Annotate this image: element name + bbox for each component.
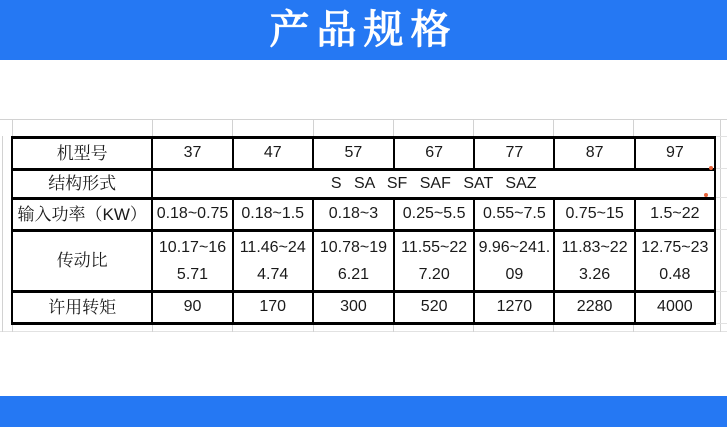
title-banner bbox=[0, 0, 727, 60]
worksheet-gridline bbox=[2, 136, 3, 332]
worksheet-gridline bbox=[720, 119, 721, 332]
worksheet-gridline bbox=[393, 119, 394, 136]
worksheet-gridline bbox=[716, 229, 727, 230]
ratio-value bbox=[554, 231, 634, 292]
worksheet-gridline bbox=[716, 323, 727, 324]
worksheet-gridline bbox=[473, 119, 474, 136]
ratio-line1: 12.75~23 bbox=[641, 239, 709, 256]
ratio-line2: 3.26 bbox=[579, 266, 611, 283]
worksheet-gridline bbox=[0, 331, 727, 332]
ratio-value bbox=[233, 231, 313, 292]
worksheet-gridline bbox=[152, 119, 153, 136]
ratio-line2: 5.71 bbox=[176, 266, 209, 283]
worksheet-gridline bbox=[12, 119, 13, 136]
footer-bar bbox=[0, 396, 727, 427]
torque-value: 90 bbox=[152, 292, 232, 324]
ratio-value bbox=[635, 231, 715, 292]
worksheet-gridline bbox=[553, 119, 554, 136]
torque-value: 1270 bbox=[474, 292, 554, 324]
ratio-line1: 11.55~22 bbox=[401, 239, 468, 256]
worksheet-gridline bbox=[716, 136, 727, 137]
torque-value: 2280 bbox=[554, 292, 634, 324]
model-value: 97 bbox=[635, 138, 715, 170]
worksheet-gridline bbox=[232, 119, 233, 136]
table-row-power bbox=[12, 199, 715, 231]
power-value: 0.25~5.5 bbox=[394, 199, 474, 231]
ratio-value bbox=[152, 231, 232, 292]
power-value: 0.55~7.5 bbox=[474, 199, 554, 231]
ratio-value bbox=[474, 231, 554, 292]
power-value: 0.75~15 bbox=[554, 199, 634, 231]
row-label-structure: 结构形式 bbox=[12, 170, 152, 199]
torque-value: 170 bbox=[233, 292, 313, 324]
table-row-ratio bbox=[12, 231, 715, 292]
ratio-line2: 09 bbox=[505, 266, 524, 283]
model-value: 67 bbox=[394, 138, 474, 170]
ratio-line2: 0.48 bbox=[659, 266, 691, 283]
ratio-line1: 11.46~24 bbox=[239, 239, 306, 256]
ratio-line1: 9.96~241. bbox=[478, 239, 551, 256]
comment-marker bbox=[704, 193, 708, 197]
model-value: 47 bbox=[233, 138, 313, 170]
row-label-ratio: 传动比 bbox=[12, 231, 152, 292]
ratio-line2: 7.20 bbox=[418, 266, 450, 283]
table-row-torque bbox=[12, 292, 715, 324]
table-row-structure bbox=[12, 170, 715, 199]
spec-table bbox=[11, 136, 716, 325]
ratio-line1: 10.17~16 bbox=[158, 239, 227, 256]
power-value: 0.18~0.75 bbox=[152, 199, 232, 231]
worksheet-gridline bbox=[716, 168, 727, 169]
row-label-torque: 许用转矩 bbox=[12, 292, 152, 324]
worksheet-gridline bbox=[716, 291, 727, 292]
table-row-model bbox=[12, 138, 715, 170]
power-value: 1.5~22 bbox=[635, 199, 715, 231]
torque-value: 4000 bbox=[635, 292, 715, 324]
power-value: 0.18~3 bbox=[313, 199, 394, 231]
torque-value: 300 bbox=[313, 292, 394, 324]
ratio-value bbox=[313, 231, 394, 292]
row-label-power: 输入功率（KW） bbox=[12, 199, 152, 231]
model-value: 57 bbox=[313, 138, 394, 170]
torque-value: 520 bbox=[394, 292, 474, 324]
ratio-value bbox=[394, 231, 474, 292]
comment-marker bbox=[709, 166, 713, 170]
ratio-line1: 11.83~22 bbox=[561, 239, 628, 256]
page-title: 产品规格 bbox=[269, 8, 458, 52]
model-value: 37 bbox=[152, 138, 232, 170]
worksheet-gridline bbox=[0, 119, 727, 120]
model-value: 87 bbox=[554, 138, 634, 170]
worksheet-gridline bbox=[716, 197, 727, 198]
worksheet-gridline bbox=[633, 119, 634, 136]
ratio-line2: 6.21 bbox=[337, 266, 369, 283]
structure-value: S SA SF SAF SAT SAZ bbox=[152, 170, 715, 199]
row-label-model: 机型号 bbox=[12, 138, 152, 170]
model-value: 77 bbox=[474, 138, 554, 170]
ratio-line1: 10.78~19 bbox=[319, 239, 388, 256]
power-value: 0.18~1.5 bbox=[233, 199, 313, 231]
ratio-line2: 4.74 bbox=[257, 266, 289, 283]
worksheet-gridline bbox=[313, 119, 314, 136]
